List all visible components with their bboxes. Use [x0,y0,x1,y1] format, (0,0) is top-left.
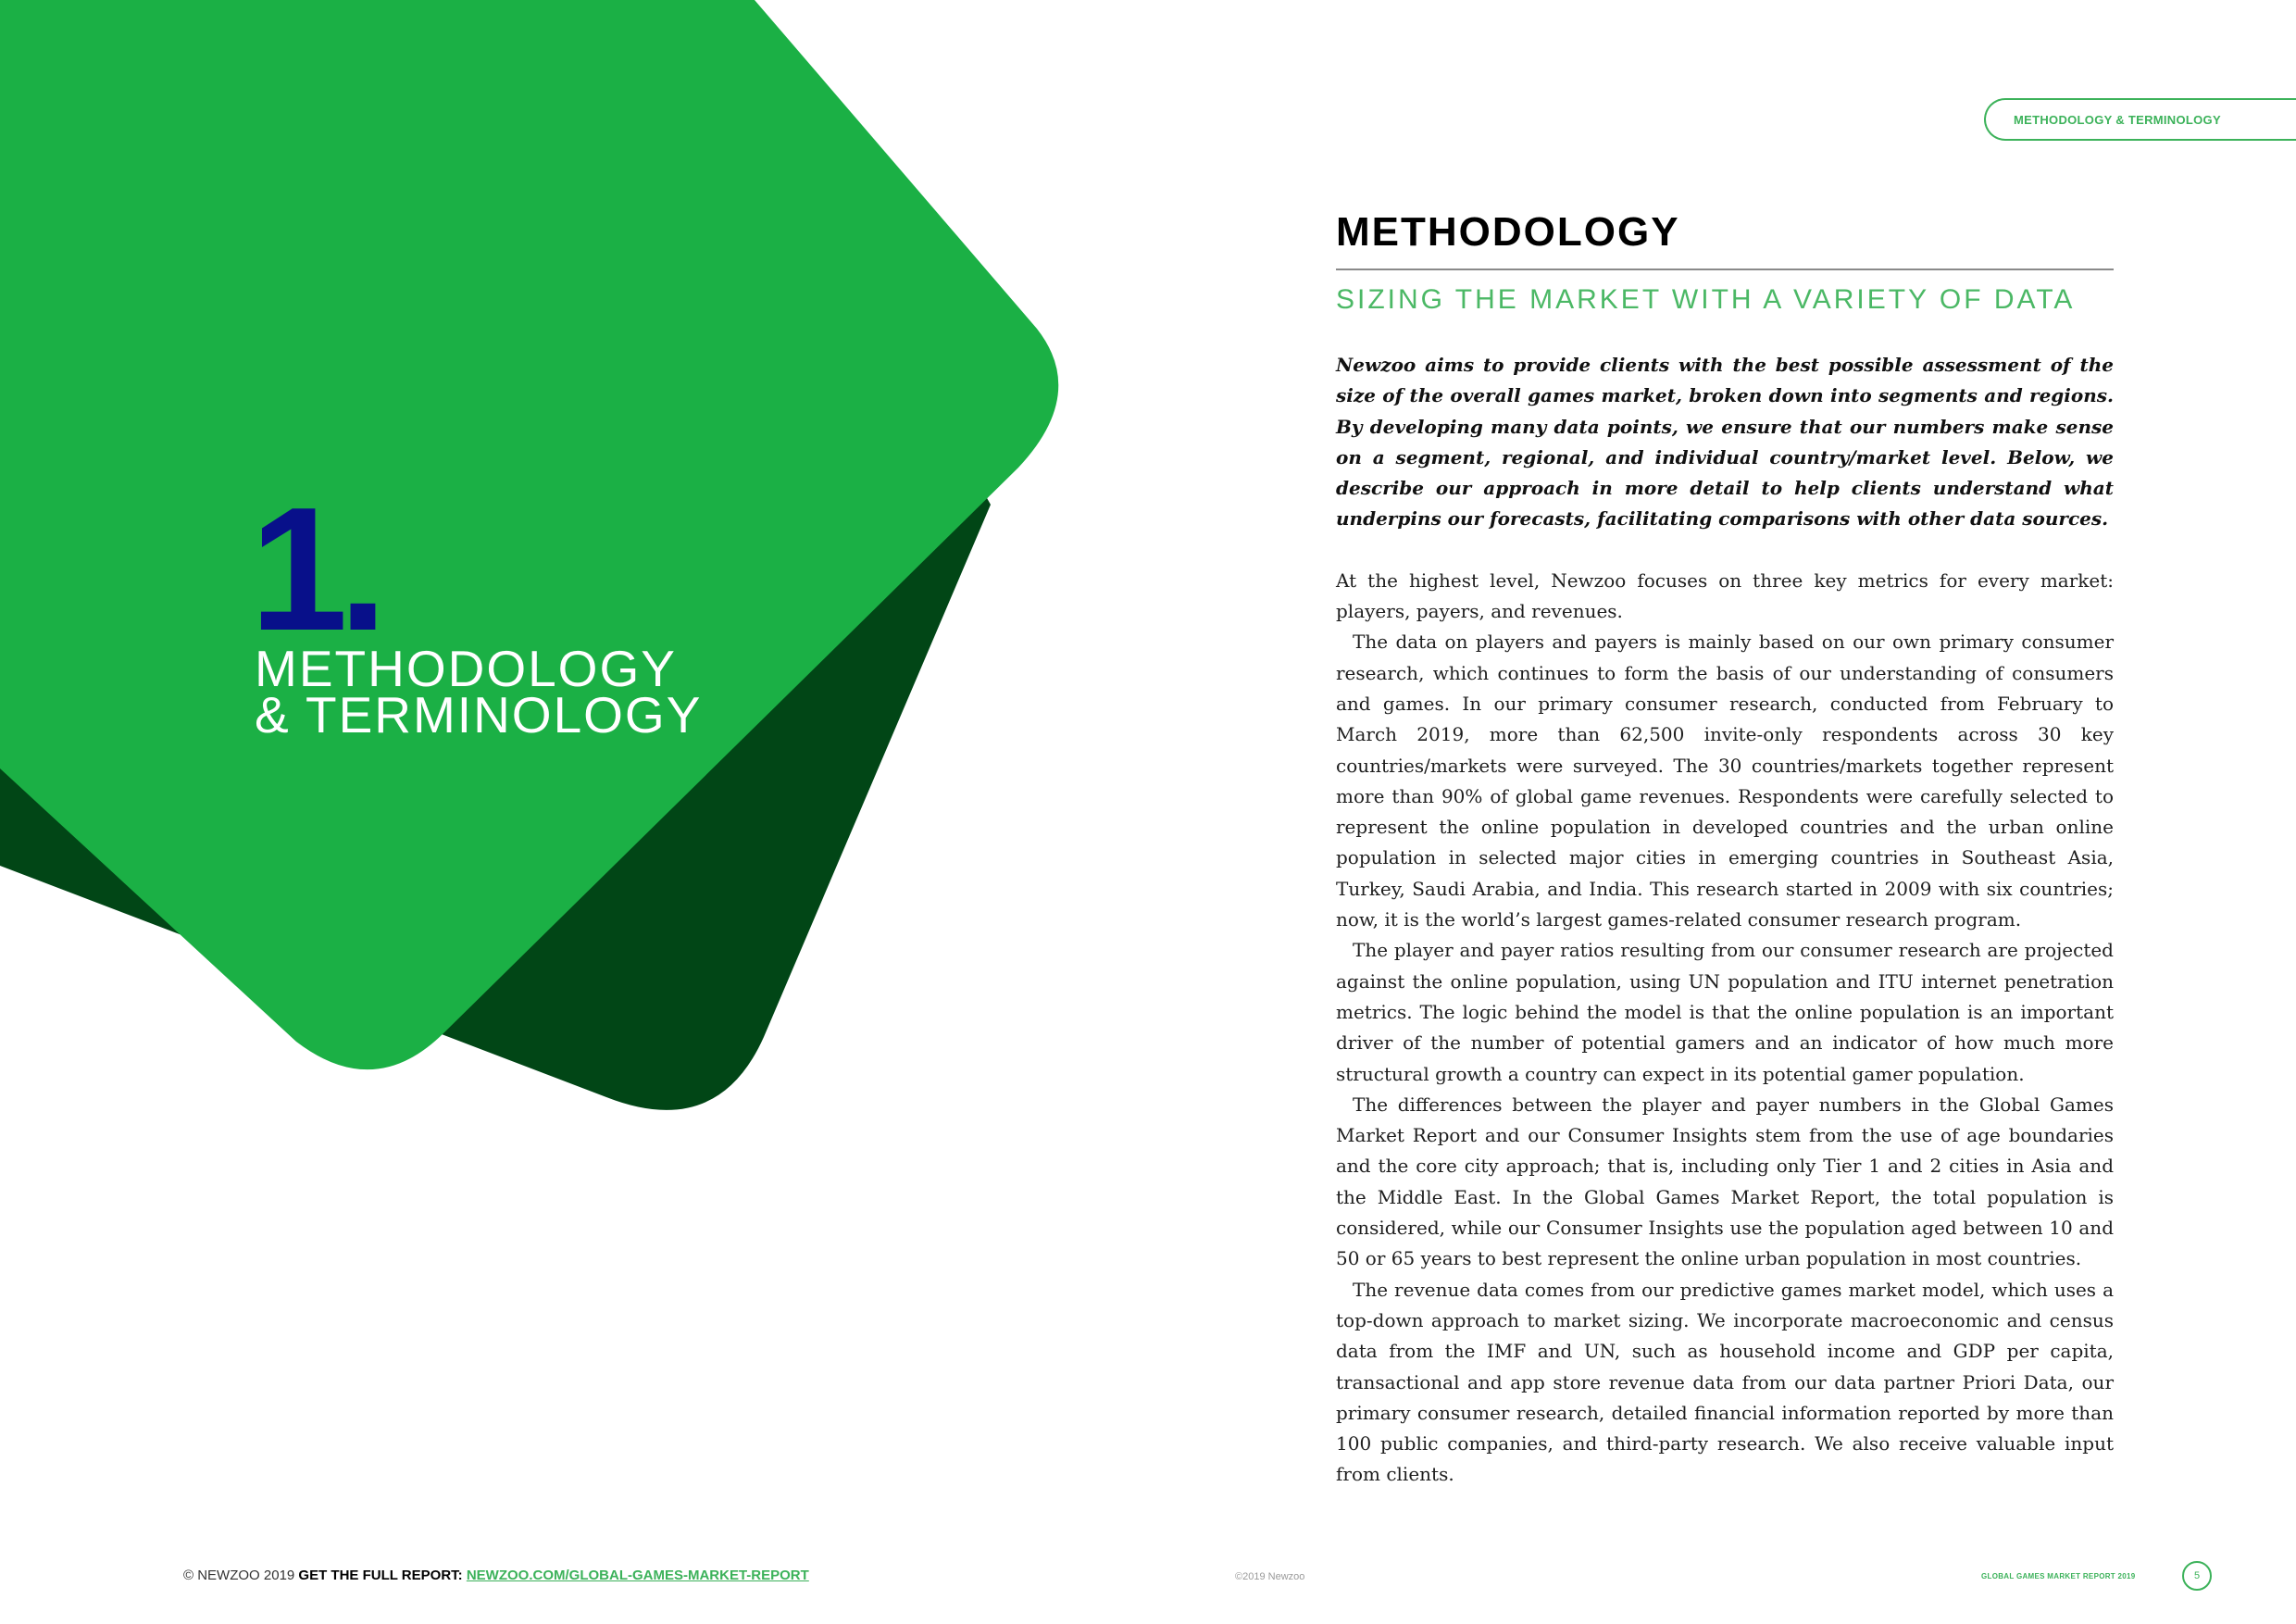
body-paragraph: The revenue data comes from our predictive games market model, which uses a top-down approach to market sizing. We incorporate macroeconomic and census data from the IMF and UN, such as household income and GDP per capita, transactional and app store revenue data from our data partner Priori Data, our primary consumer research, detailed financial information reported by more than 100 public companies, and third-party research. We also receive valuable input from clients. [1336,1278,2114,1486]
body-paragraph: At the highest level, Newzoo focuses on three key metrics for every market: players, payers, and revenues. [1336,568,2114,623]
section-tab[interactable]: METHODOLOGY & TERMINOLOGY [1984,98,2296,141]
body-paragraph: The player and payer ratios resulting from our consumer research are projected against the online population, using UN population and ITU internet penetration metrics. The logic behind the model is that the online population is an important driver of the number of potential gamers and an indicator of how much more structural growth a country can expect in its potential gamer population. [1336,939,2114,1085]
chapter-number: 1. [250,471,379,668]
chapter-title-line-1: METHODOLOGY [255,640,677,697]
title-divider [1336,269,2114,270]
section-subtitle: SIZING THE MARKET WITH A VARIETY OF DATA [1336,284,2076,315]
footer-copyright: © NEWZOO 2019 [183,1568,295,1583]
body-paragraph: The differences between the player and payer numbers in the Global Games Market Report and our Consumer Insights stem from the use of age boundaries and the core city approach; that is, including only Tier 1 and 2 cities in Asia and the Middle East. In the Global Games Market Report, the total population is considered, while our Consumer Insights use the population aged between 10 and 50 or 65 years to best represent the online urban population in most countries. [1336,1093,2114,1270]
green-rounded-diamond [0,0,1058,1069]
body-text [1336,566,2114,1491]
page-number: 5 [2182,1561,2212,1591]
chapter-title [255,640,703,743]
chapter-title-line-2: & TERMINOLOGY [255,686,703,743]
intro-paragraph: Newzoo aims to provide clients with the best possible assessment of the size of the overall games market, broken down into segments and regions. By developing many data points, we ensure that our numbers make sense on a segment, regional, and individual country/market level. Below, we describe our approach in more detail to help clients understand what underpins our forecasts, facilitating comparisons with other data sources. [1336,354,2114,531]
page-title: METHODOLOGY [1336,209,1680,255]
footer-report-link[interactable]: NEWZOO.COM/GLOBAL-GAMES-MARKET-REPORT [466,1568,809,1583]
footer-center-copyright: ©2019 Newzoo [1235,1571,1305,1582]
main-content [1336,206,2114,1491]
body-paragraph: The data on players and payers is mainly based on our own primary consumer research, which continues to form the basis of our understanding of consumers and games. In our primary consumer research, conducted from February to March 2019, more than 62,500 invite-only respondents across 30 key countries/markets were surveyed. The 30 countries/markets together represent more than 90% of global game revenues. Respondents were carefully selected to represent the online population in developed countries and the urban online population in selected major cities in emerging countries in Southeast Asia, Turkey, Saudi Arabia, and India. This research started in 2009 with six countries; now, it is the world’s largest games-related consumer research program. [1336,631,2114,931]
footer-left [183,1568,809,1583]
footer-cta: GET THE FULL REPORT: [298,1568,463,1583]
footer-report-name: GLOBAL GAMES MARKET REPORT 2019 [1981,1572,2136,1580]
decorative-shapes [0,0,1111,1204]
